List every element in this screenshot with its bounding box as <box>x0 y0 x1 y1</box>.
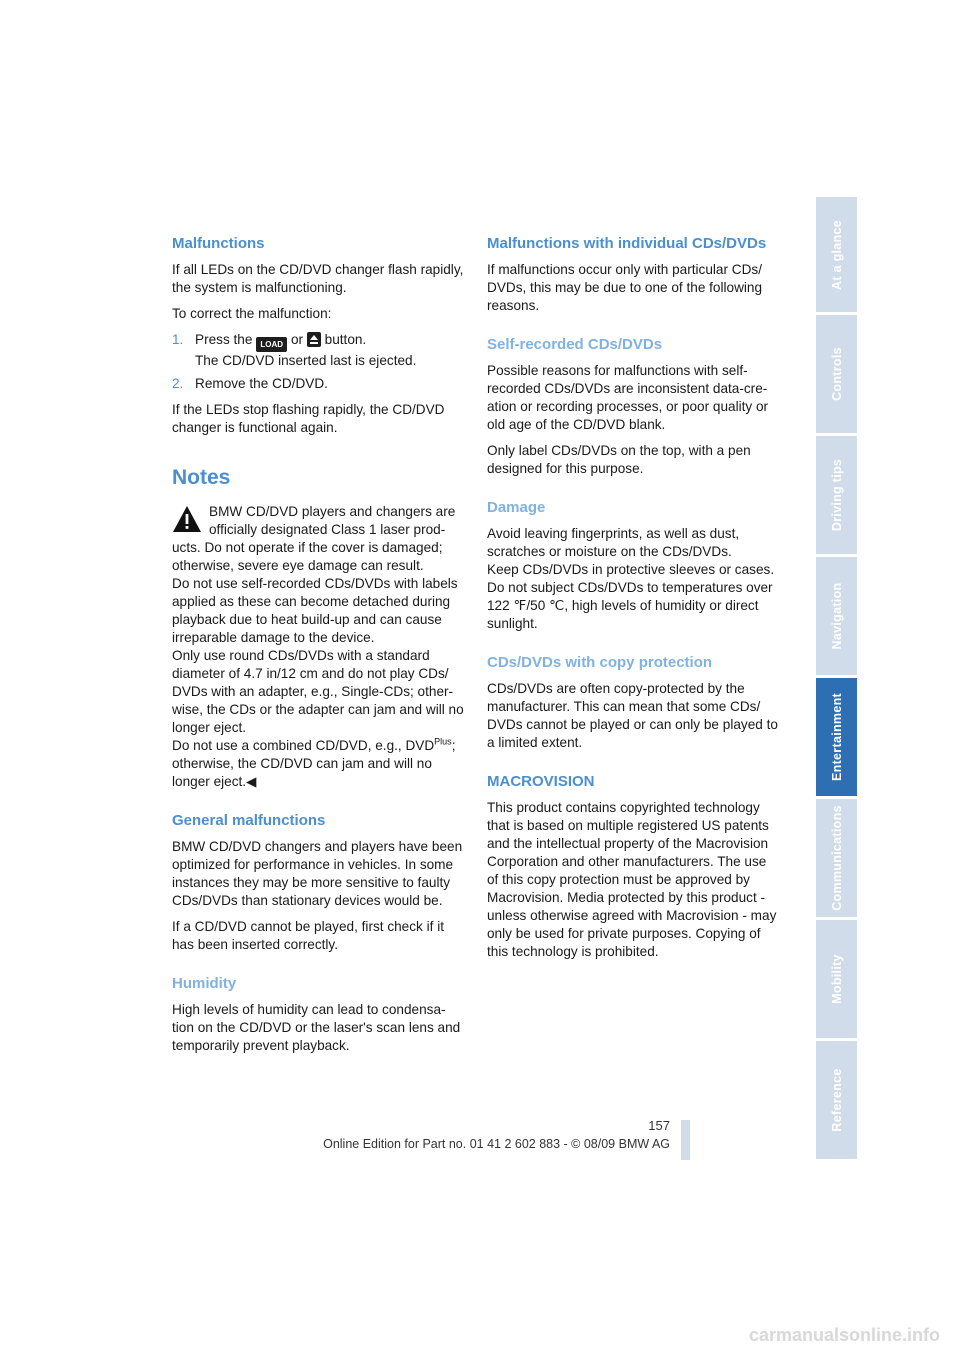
step-2 <box>172 375 464 393</box>
heading-macrovision: MACROVISION <box>487 773 595 790</box>
step-subtext: The CD/DVD inserted last is ejected. <box>195 353 417 368</box>
superscript: Plus <box>434 736 452 747</box>
step-text: or <box>290 332 304 347</box>
tab-label: Driving tips <box>829 458 844 532</box>
paragraph: This product contains copyrighted technology that is based on multiple registered US patents and the intellectual property of the Macrovision Corporation and other manufacturers. The use of this copy protection must be approved by Macrovision. Media protected by this product - unless otherwise agreed with Macrovision - may only be used for private purposes. Copying of this technology is prohibited. <box>487 800 777 959</box>
page-number: 157 <box>648 1118 670 1133</box>
warning-text-part: Do not use a combined CD/DVD, e.g., DVD <box>172 738 435 753</box>
heading-individual-malfunctions: Malfunctions with individual CDs/DVDs <box>487 235 767 252</box>
steps-list <box>172 331 464 393</box>
warning-text: BMW CD/DVD players and changers are <box>209 504 456 519</box>
warning-text: Do not use self-recorded CDs/DVDs with labels applied as these can become detached during playback due to heat build-up and can cause irreparable damage to the device. <box>172 576 458 645</box>
tab-communications[interactable] <box>816 799 857 917</box>
step-text: Press the <box>195 332 253 347</box>
tab-entertainment[interactable] <box>816 678 857 796</box>
paragraph: If a CD/DVD cannot be played, first check if it has been inserted correctly. <box>172 919 444 952</box>
watermark: carmanualsonline.info <box>748 1325 940 1345</box>
warning-triangle-icon <box>172 505 202 533</box>
step-number: 2. <box>172 376 184 391</box>
heading-damage: Damage <box>487 499 546 516</box>
left-column <box>172 228 464 1063</box>
tab-label: Navigation <box>829 582 844 650</box>
tab-label: Reference <box>829 1068 844 1132</box>
paragraph-line: Do not subject CDs/DVDs to temperatures over 122 ℉/50 ℃, high levels of humidity or direct sunlight. <box>487 580 773 631</box>
step-text: Remove the CD/DVD. <box>195 376 328 391</box>
tab-label: At a glance <box>829 219 844 290</box>
warning-text: ucts. Do not operate if the cover is damaged; otherwise, severe eye damage can result. <box>172 540 443 573</box>
step-1 <box>172 331 464 370</box>
paragraph: Possible reasons for malfunctions with self- recorded CDs/DVDs are inconsistent data-cre- ation or recording processes, or poor quality or old age of the CD/DVD blank. <box>487 363 769 432</box>
step-number: 1. <box>172 332 184 347</box>
tab-reference[interactable] <box>816 1041 857 1159</box>
paragraph: If the LEDs stop flashing rapidly, the CD/DVD changer is functional again. <box>172 402 445 435</box>
warning-text <box>172 737 464 791</box>
footer-bar <box>681 1120 690 1160</box>
warning-text-part: ; otherwise, the CD/DVD can jam and will no longer eject.◀ <box>172 738 456 789</box>
heading-self-recorded: Self-recorded CDs/DVDs <box>487 336 663 353</box>
paragraph-line: Avoid leaving fingerprints, as well as dust, scratches or moisture on the CDs/DVDs. <box>487 526 740 559</box>
paragraph: High levels of humidity can lead to condensa- tion on the CD/DVD or the laser's scan lens and temporarily prevent playback. <box>172 1002 461 1053</box>
load-button-icon: LOAD <box>256 337 287 352</box>
paragraph: BMW CD/DVD changers and players have been optimized for performance in vehicles. In some instances they may be more sensitive to faulty CDs/DVDs than stationary devices would be. <box>172 839 463 908</box>
tab-label: Mobility <box>829 954 844 1004</box>
edition-line: Online Edition for Part no. 01 41 2 602 883 - © 08/09 BMW AG <box>323 1137 670 1151</box>
paragraph: If malfunctions occur only with particular CDs/ DVDs, this may be due to one of the following reasons. <box>487 262 763 313</box>
tab-driving-tips[interactable] <box>816 436 857 554</box>
paragraph: If all LEDs on the CD/DVD changer flash rapidly, the system is malfunctioning. <box>172 262 464 295</box>
heading-humidity: Humidity <box>172 975 237 992</box>
warning-block <box>172 503 464 791</box>
warning-text: Only use round CDs/DVDs with a standard diameter of 4.7 in/12 cm and do not play CDs/ DVDs with an adapter, e.g., Single-CDs; other- wise, the CDs or the adapter can jam and will no longer eject. <box>172 648 464 735</box>
tab-label: Entertainment <box>829 693 844 781</box>
warning-text: officially designated Class 1 laser prod- <box>209 522 446 537</box>
paragraph: To correct the malfunction: <box>172 306 332 321</box>
tab-navigation[interactable] <box>816 557 857 675</box>
tab-label: Communications <box>829 805 844 911</box>
step-text: button. <box>324 332 367 347</box>
eject-button-icon <box>307 332 321 347</box>
heading-malfunctions: Malfunctions <box>172 235 265 252</box>
tab-controls[interactable] <box>816 315 857 433</box>
heading-general-malfunctions: General malfunctions <box>172 812 326 829</box>
heading-copy-protection: CDs/DVDs with copy protection <box>487 654 713 671</box>
paragraph: CDs/DVDs are often copy-protected by the manufacturer. This can mean that some CDs/ DVDs cannot be played or can only be played to a limited extent. <box>487 681 778 750</box>
heading-notes: Notes <box>172 466 231 489</box>
right-column <box>487 228 780 969</box>
tab-at-a-glance[interactable] <box>816 197 857 312</box>
chapter-tabs <box>816 197 857 1162</box>
paragraph <box>487 525 780 633</box>
paragraph-line: Keep CDs/DVDs in protective sleeves or cases. <box>487 562 775 577</box>
tab-label: Controls <box>829 347 844 401</box>
paragraph: Only label CDs/DVDs on the top, with a pen designed for this purpose. <box>487 443 751 476</box>
tab-mobility[interactable] <box>816 920 857 1038</box>
